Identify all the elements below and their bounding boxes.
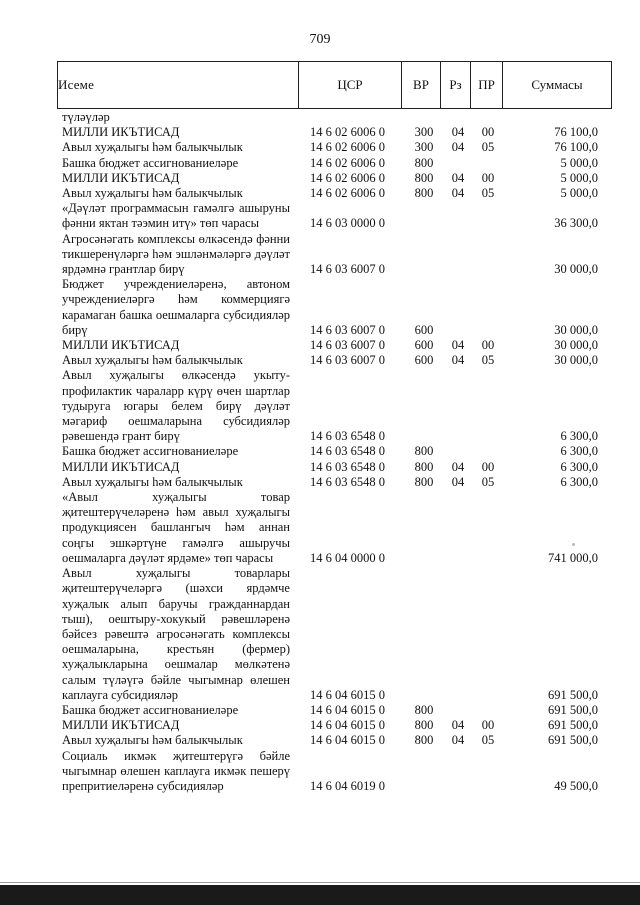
row-sum: 6 300,0: [560, 444, 598, 459]
row-sum: 30 000,0: [554, 353, 598, 368]
row-csr: 14 6 02 6006 0: [310, 140, 385, 155]
row-name: Бюджет учреждениеләренә, автоном учреждениеләргә һәм коммерциягә карамаган башка оешмаларга субсидияләр бирү: [62, 277, 290, 337]
row-vr: 800: [414, 186, 434, 201]
row-sum: 76 100,0: [554, 125, 598, 140]
row-sum: 6 300,0: [560, 459, 598, 474]
row-csr: 14 6 02 6006 0: [310, 186, 385, 201]
row-csr: 14 6 03 6007 0: [310, 338, 385, 353]
row-csr: 14 6 04 6015 0: [310, 687, 385, 702]
header-rz: Рз: [449, 77, 462, 92]
row-csr: 14 6 02 6006 0: [310, 170, 385, 185]
row-rz: 04: [451, 140, 465, 155]
row-name: МИЛЛИ ИКЪТИСАД: [62, 718, 180, 733]
row-rz: 04: [451, 474, 465, 489]
row-name: «Авыл хуҗалыгы товар җитештерүчеләренә һәм авыл хуҗалыгы продукциясен башлангыч һәм аннан соңгы эшкәртүне гамәлгә ашыручы оешмаларга дәүләт ярдәме» төп чарасы: [62, 490, 290, 565]
row-csr: 14 6 03 6007 0: [310, 322, 385, 337]
row-sum: 6 300,0: [560, 429, 598, 444]
row-name: Авыл хуҗалыгы һәм балыкчылык: [62, 733, 243, 748]
table-row: [0, 718, 640, 733]
row-name: «Дәүләт программасын гамәлгә ашыруны фәнни яктан тәэмин итү» төп чарасы: [62, 201, 290, 231]
table-row: [0, 110, 640, 125]
row-sum: 36 300,0: [554, 216, 598, 231]
table-row: [0, 749, 640, 795]
row-csr: 14 6 03 6548 0: [310, 444, 385, 459]
table-row: [0, 368, 640, 444]
row-pr: 00: [481, 125, 495, 140]
row-rz: 04: [451, 170, 465, 185]
row-sum: 30 000,0: [554, 338, 598, 353]
row-sum: 741 000,0: [548, 550, 598, 565]
row-csr: 14 6 04 6015 0: [310, 702, 385, 717]
row-name: МИЛЛИ ИКЪТИСАД: [62, 459, 180, 474]
row-rz: 04: [451, 186, 465, 201]
row-sum: 691 500,0: [548, 733, 598, 748]
row-pr: 05: [481, 353, 495, 368]
row-vr: 800: [414, 170, 434, 185]
row-vr: 800: [414, 733, 434, 748]
table-row: [0, 703, 640, 718]
row-rz: 04: [451, 125, 465, 140]
row-name: Авыл хуҗалыгы һәм балыкчылык: [62, 353, 243, 368]
row-name: Социаль икмәк җитештерүгә бәйле чыгымнар өлешен каплауга икмәк пешерү препритиеләренә субсидияләр: [62, 748, 290, 793]
table-row: [0, 566, 640, 703]
row-csr: 14 6 04 6015 0: [310, 718, 385, 733]
row-vr: 800: [414, 702, 434, 717]
table-row: [0, 125, 640, 140]
row-sum: 5 000,0: [560, 186, 598, 201]
row-sum: 691 500,0: [548, 702, 598, 717]
row-vr: 600: [414, 322, 434, 337]
table-row: [0, 353, 640, 368]
row-vr: 600: [414, 338, 434, 353]
row-rz: 04: [451, 718, 465, 733]
row-rz: 04: [451, 733, 465, 748]
table-row: [0, 475, 640, 490]
row-name: Авыл хуҗалыгы товарлары җитештерүчеләргә (шәхси ярдәмче хуҗалык алып баручы гражданнардан тыш), оештыру-хокукый рәвешләренә бәйсез рәвештә агросәнәгать комплексы оешмаларына, крестьян (фермер) хуҗалыкларына оешмалар мөлкәтенә салым түләүгә бәйле чыгымнар өлешен каплауга субсидияләр: [62, 566, 290, 702]
row-csr: 14 6 03 6548 0: [310, 474, 385, 489]
header-sum: Суммасы: [531, 77, 583, 92]
row-vr: 800: [414, 474, 434, 489]
table-row: [0, 232, 640, 278]
row-csr: 14 6 02 6006 0: [310, 125, 385, 140]
table-row: [0, 490, 640, 566]
table-row: [0, 444, 640, 459]
row-csr: 14 6 03 6548 0: [310, 429, 385, 444]
row-csr: 14 6 04 0000 0: [310, 550, 385, 565]
header-pr: ПР: [478, 77, 495, 92]
row-pr: 05: [481, 140, 495, 155]
row-pr: 05: [481, 733, 495, 748]
page-number: 709: [309, 32, 331, 47]
row-pr: 00: [481, 170, 495, 185]
table-header: [57, 61, 612, 109]
row-name: МИЛЛИ ИКЪТИСАД: [62, 125, 180, 140]
row-name: Авыл хуҗалыгы һәм балыкчылык: [62, 474, 243, 489]
table-row: [0, 201, 640, 231]
row-name: Авыл хуҗалыгы һәм балыкчылык: [62, 186, 243, 201]
row-name: Башка бюджет ассигнованиеләре: [62, 702, 239, 717]
row-csr: 14 6 03 6548 0: [310, 459, 385, 474]
row-rz: 04: [451, 338, 465, 353]
row-vr: 600: [414, 353, 434, 368]
row-csr: 14 6 03 0000 0: [310, 216, 385, 231]
row-pr: 05: [481, 474, 495, 489]
row-sum: 30 000,0: [554, 322, 598, 337]
row-name: Башка бюджет ассигнованиеләре: [62, 444, 239, 459]
scan-bottom-edge: [0, 885, 640, 905]
row-sum: 6 300,0: [560, 474, 598, 489]
row-sum: 691 500,0: [548, 687, 598, 702]
row-name: Авыл хуҗалыгы өлкәсендә укыту-профилактик чараларр күрү өчен шартлар тудыруга югары белем бирү дәүләт мәгариф оешмаларына субсидияләр рәвешендә грант бирү: [62, 368, 290, 444]
row-csr: 14 6 03 6007 0: [310, 262, 385, 277]
row-name: МИЛЛИ ИКЪТИСАД: [62, 170, 180, 185]
row-name: МИЛЛИ ИКЪТИСАД: [62, 338, 180, 353]
row-rz: 04: [451, 459, 465, 474]
row-sum: 76 100,0: [554, 140, 598, 155]
row-vr: 300: [414, 125, 434, 140]
row-sum: 5 000,0: [560, 155, 598, 170]
row-csr: 14 6 02 6006 0: [310, 155, 385, 170]
table-row: [0, 171, 640, 186]
table-row: [0, 460, 640, 475]
row-csr: 14 6 04 6019 0: [310, 778, 385, 793]
row-name: түләүләр: [62, 110, 110, 124]
header-name: Исеме: [58, 77, 95, 92]
row-vr: 800: [414, 444, 434, 459]
row-vr: 300: [414, 140, 434, 155]
table-row: [0, 277, 640, 338]
header-csr: ЦСР: [337, 77, 363, 92]
row-name: Авыл хуҗалыгы һәм балыкчылык: [62, 140, 243, 155]
row-pr: 00: [481, 718, 495, 733]
table-row: [0, 186, 640, 201]
table-row: [0, 733, 640, 748]
scan-speck: [572, 543, 575, 546]
table-row: [0, 140, 640, 155]
row-sum: 691 500,0: [548, 718, 598, 733]
table-body: [0, 110, 640, 794]
row-sum: 5 000,0: [560, 170, 598, 185]
row-csr: 14 6 04 6015 0: [310, 733, 385, 748]
row-vr: 800: [414, 459, 434, 474]
row-rz: 04: [451, 353, 465, 368]
row-vr: 800: [414, 718, 434, 733]
row-name: Башка бюджет ассигнованиеләре: [62, 155, 239, 170]
row-csr: 14 6 03 6007 0: [310, 353, 385, 368]
table-row: [0, 338, 640, 353]
row-sum: 30 000,0: [554, 262, 598, 277]
row-pr: 00: [481, 459, 495, 474]
header-vr: ВР: [413, 77, 429, 92]
row-vr: 800: [414, 155, 434, 170]
row-pr: 05: [481, 186, 495, 201]
table-row: [0, 156, 640, 171]
row-sum: 49 500,0: [554, 778, 598, 793]
row-name: Агросәнәгать комплексы өлкәсендә фәнни тикшеренүләргә һәм эшләнмәләргә дәүләт ярдәмнә грантлар бирү: [62, 231, 290, 277]
row-pr: 00: [481, 338, 495, 353]
